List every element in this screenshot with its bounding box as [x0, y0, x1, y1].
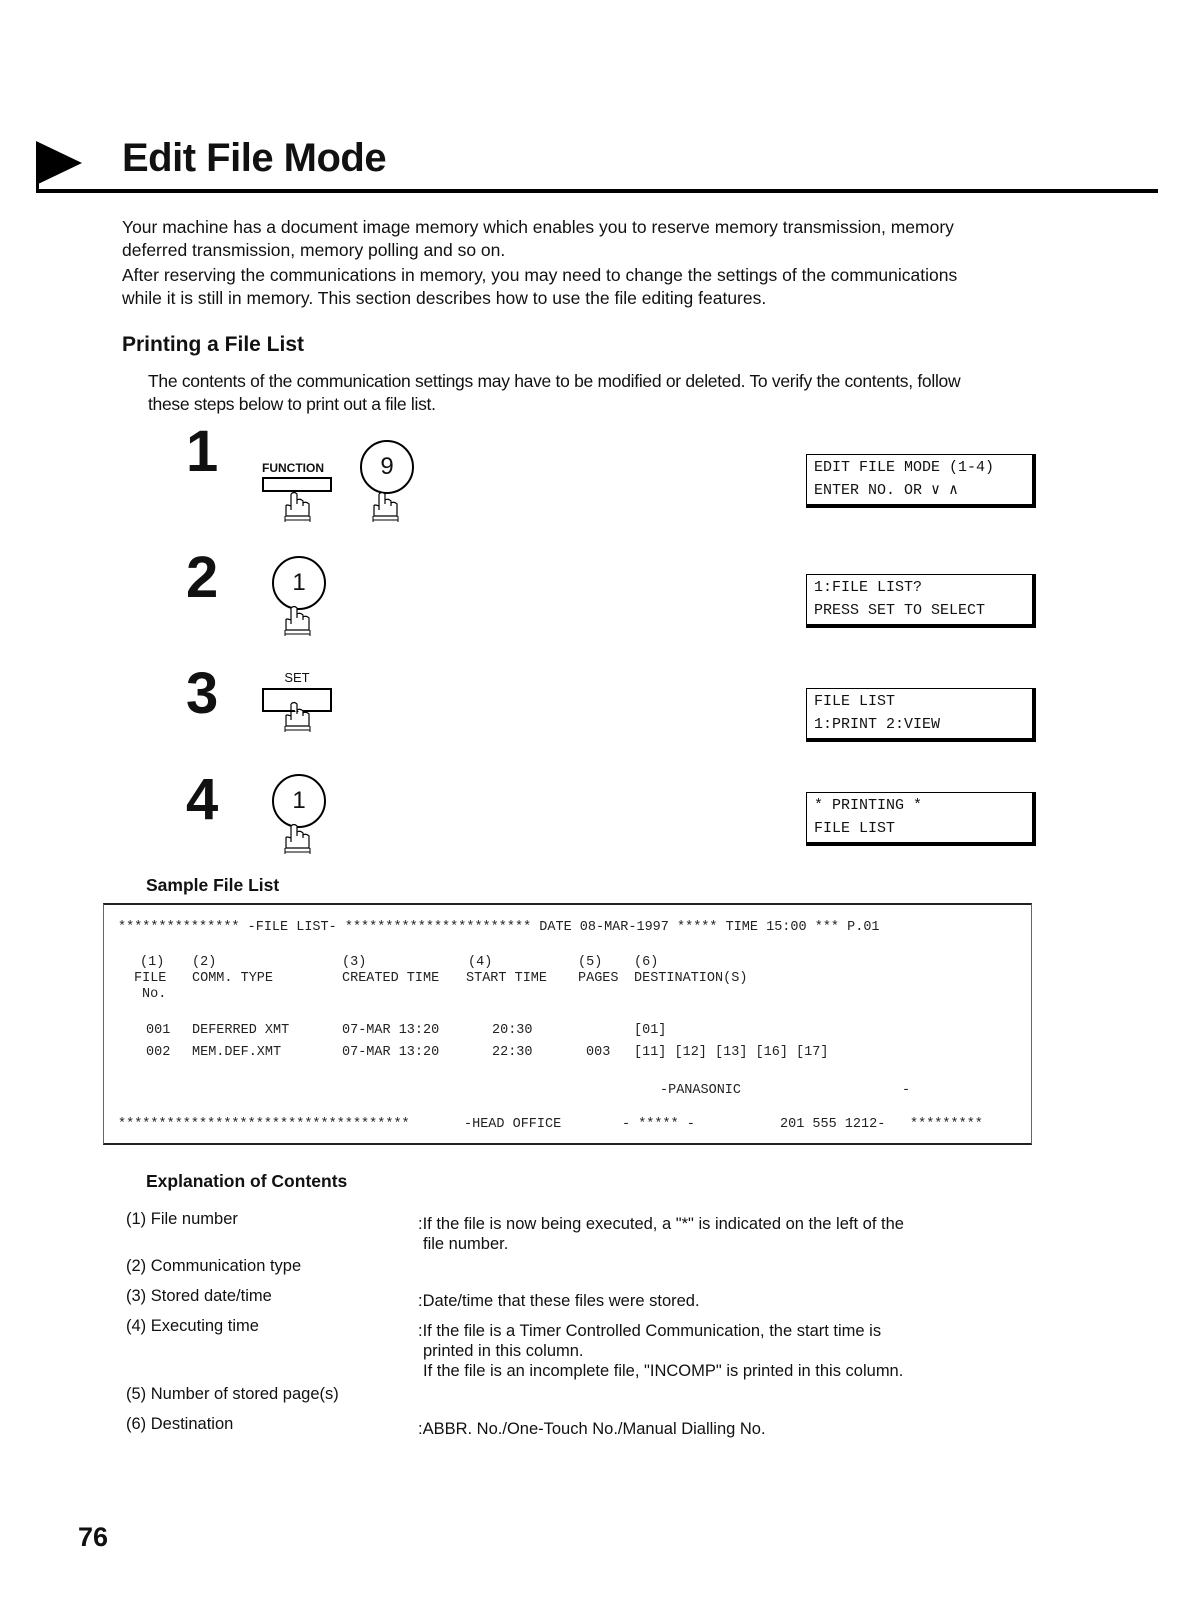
row-created-time: 07-MAR 13:20 [342, 1045, 440, 1060]
lcd-line: FILE LIST [814, 693, 896, 710]
sample-file-list-report [103, 903, 1032, 1145]
column-number: (1) [140, 955, 165, 970]
column-header-start-time: START TIME [466, 971, 548, 986]
explanation-desc: :ABBR. No./One-Touch No./Manual Dialling No. [418, 1420, 766, 1438]
lcd-display-step1 [806, 454, 1036, 508]
column-number: (5) [578, 955, 603, 970]
key-1-button[interactable]: 1 [272, 556, 326, 610]
row-file-no: 002 [146, 1045, 171, 1060]
step-number: 4 [186, 767, 219, 832]
lcd-line: ENTER NO. OR ∨ ∧ [814, 482, 959, 499]
intro-line: After reserving the communications in memory, you may need to change the settings of the communications [122, 265, 958, 285]
lcd-line: 1:FILE LIST? [814, 579, 923, 596]
section-heading: Printing a File List [122, 333, 305, 356]
key-1-button[interactable]: 1 [272, 774, 326, 828]
row-start-time: 20:30 [492, 1023, 533, 1038]
desc-line: If the file is an incomplete file, "INCOMP" is printed in this column. [423, 1362, 904, 1380]
explanation-label: (3) Stored date/time [126, 1287, 272, 1305]
lcd-display-step2 [806, 574, 1036, 628]
column-number: (6) [634, 955, 659, 970]
footer-company: -PANASONIC [660, 1083, 742, 1098]
lcd-line: FILE LIST [814, 820, 896, 837]
explanation-desc: :Date/time that these files were stored. [418, 1292, 700, 1310]
page-number: 76 [78, 1522, 109, 1552]
pointing-hand-icon [282, 604, 316, 638]
intro-line: deferred transmission, memory polling and so on. [122, 240, 506, 260]
footer-dash: - [902, 1083, 911, 1098]
desc-line: :If the file is now being executed, a "*" is indicated on the left of the [418, 1215, 904, 1233]
explanation-desc [418, 1321, 978, 1381]
function-key[interactable] [262, 461, 332, 492]
intro-line: while it is still in memory. This section describes how to use the file editing features. [122, 288, 767, 308]
step-number: 2 [186, 545, 219, 610]
desc-line: file number. [423, 1235, 509, 1253]
row-destination: [11] [12] [13] [16] [17] [634, 1045, 829, 1060]
row-pages: 003 [586, 1045, 611, 1060]
column-number: (2) [192, 955, 217, 970]
title-rule [36, 189, 1158, 193]
desc-line: :If the file is a Timer Controlled Communication, the start time is [418, 1322, 882, 1340]
explanation-desc [418, 1214, 978, 1254]
lcd-line: EDIT FILE MODE (1-4) [814, 459, 995, 476]
row-comm-type: DEFERRED XMT [192, 1023, 290, 1038]
lcd-line: PRESS SET TO SELECT [814, 602, 986, 619]
row-destination: [01] [634, 1023, 667, 1038]
step-number: 3 [186, 661, 219, 726]
key-9-button[interactable]: 9 [360, 440, 414, 494]
pointing-hand-icon [282, 822, 316, 856]
intro-line: Your machine has a document image memory which enables you to reserve memory transmission, memory [122, 217, 954, 237]
column-header-destinations: DESTINATION(S) [634, 971, 748, 986]
column-header-comm-type: COMM. TYPE [192, 971, 274, 986]
column-header-file-no: No. [142, 987, 167, 1002]
page-title: Edit File Mode [122, 136, 387, 180]
desc-line: printed in this column. [423, 1342, 584, 1360]
explanation-label: (2) Communication type [126, 1257, 302, 1275]
explanation-label: (1) File number [126, 1210, 238, 1228]
report-header-line: *************** -FILE LIST- *********************** DATE 08-MAR-1997 ***** TIME 15:00 *** P.01 [118, 920, 880, 935]
footer-stars-left: ************************************ [118, 1117, 410, 1132]
description-line: these steps below to print out a file list. [148, 394, 436, 414]
column-header-pages: PAGES [578, 971, 619, 986]
pointing-hand-icon [370, 490, 404, 524]
explanation-label: (4) Executing time [126, 1317, 259, 1335]
intro-paragraph [122, 216, 1082, 310]
column-number: (3) [342, 955, 367, 970]
explanation-label: (5) Number of stored page(s) [126, 1385, 339, 1403]
lcd-display-step3 [806, 688, 1036, 742]
section-description [148, 370, 1088, 416]
explanation-label: (6) Destination [126, 1415, 234, 1433]
footer-stars-right: ********* [910, 1117, 983, 1132]
footer-office: -HEAD OFFICE [464, 1117, 562, 1132]
step-number: 1 [186, 419, 219, 484]
column-number: (4) [468, 955, 493, 970]
footer-mid: - ***** - [622, 1117, 695, 1132]
column-header-file: FILE [134, 971, 167, 986]
title-arrow-icon [36, 141, 82, 185]
explanation-heading: Explanation of Contents [146, 1171, 348, 1191]
column-header-created-time: CREATED TIME [342, 971, 440, 986]
sample-heading: Sample File List [146, 875, 280, 895]
pointing-hand-icon [282, 490, 316, 524]
footer-phone: 201 555 1212- [780, 1117, 886, 1132]
lcd-line: 1:PRINT 2:VIEW [814, 716, 941, 733]
lcd-line: * PRINTING * [814, 797, 923, 814]
row-created-time: 07-MAR 13:20 [342, 1023, 440, 1038]
pointing-hand-icon [282, 700, 316, 734]
title-rule-left [36, 160, 39, 192]
description-line: The contents of the communication settings may have to be modified or deleted. To verify the contents, follow [148, 371, 961, 391]
row-start-time: 22:30 [492, 1045, 533, 1060]
set-key-label: SET [284, 670, 310, 685]
function-key-label: FUNCTION [262, 461, 324, 475]
lcd-display-step4 [806, 792, 1036, 846]
row-comm-type: MEM.DEF.XMT [192, 1045, 282, 1060]
row-file-no: 001 [146, 1023, 171, 1038]
